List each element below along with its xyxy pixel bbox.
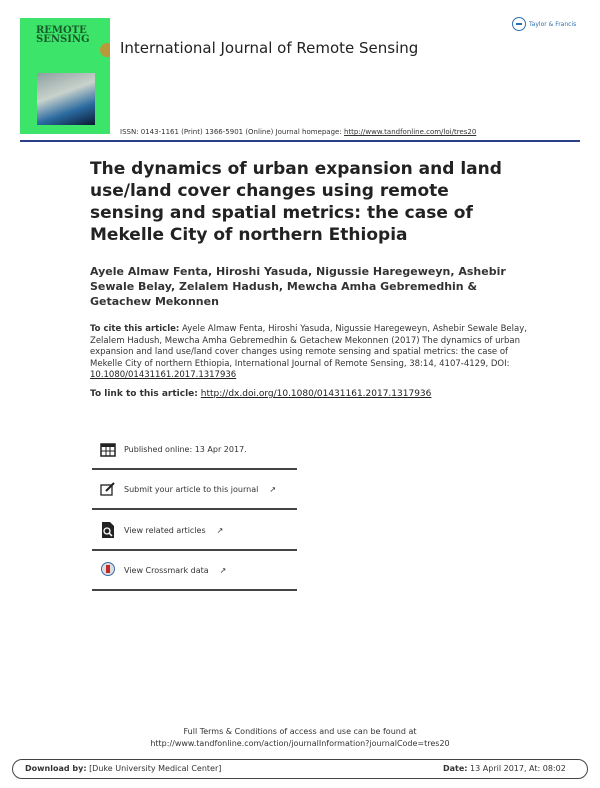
terms-url[interactable]: http://www.tandfonline.com/action/journalInformation?journalCode=tres20 xyxy=(150,739,450,748)
download-bar xyxy=(12,759,588,779)
journal-title: International Journal of Remote Sensing xyxy=(120,39,419,57)
calendar-icon xyxy=(100,441,116,457)
download-value: [Duke University Medical Center] xyxy=(89,764,222,773)
publisher-logo xyxy=(512,17,576,31)
crossmark-link[interactable] xyxy=(92,551,297,591)
cover-image xyxy=(37,73,95,125)
date-value: 13 April 2017, At: 08:02 xyxy=(470,764,566,773)
submit-article-label: Submit your article to this journal xyxy=(124,484,259,494)
external-link-icon: ↗ xyxy=(269,484,277,494)
related-articles-link[interactable] xyxy=(92,511,297,551)
external-link-icon: ↗ xyxy=(219,565,227,575)
edit-icon xyxy=(100,481,116,497)
header-divider xyxy=(20,140,580,142)
doi-link[interactable]: 10.1080/01431161.2017.1317936 xyxy=(90,370,237,380)
issn-label: ISSN: 0143-1161 (Print) 1366-5901 (Online) Journal homepage: xyxy=(120,128,342,136)
issn-line xyxy=(120,128,476,136)
date-label: Date: xyxy=(443,764,468,773)
crossmark-label: View Crossmark data xyxy=(124,565,209,575)
article-link-line xyxy=(90,389,431,399)
search-document-icon xyxy=(100,522,116,538)
terms-notice xyxy=(0,726,600,750)
journal-homepage-link[interactable]: http://www.tandfonline.com/loi/tres20 xyxy=(343,128,477,136)
external-link-icon: ↗ xyxy=(216,525,224,535)
related-articles-label: View related articles xyxy=(124,525,206,535)
published-online-label: Published online: 13 Apr 2017. xyxy=(124,444,247,454)
publisher-logo-icon xyxy=(512,17,526,31)
cite-text: Ayele Almaw Fenta, Hiroshi Yasuda, Nigussie Haregeweyn, Ashebir Sewale Belay, Zelalem Hadush, Mewcha Amha Gebremedhin & Getachew Mekonnen (2017) The dynamics of urban expansion and land use/land cover changes using remote sensing and spatial metrics: the case of Mekelle City of northern Ethiopia, International Journal of Remote Sensing, 38:14, 4107-4129, DOI: xyxy=(90,324,527,369)
cite-label: To cite this article: xyxy=(90,324,180,334)
cover-title: REMOTE SENSING xyxy=(36,25,90,45)
crossmark-icon xyxy=(100,562,116,578)
download-label: Download by: xyxy=(25,764,87,773)
article-title: The dynamics of urban expansion and land use/land cover changes using remote sensing and spatial metrics: the case of Mekelle City of northern Ethiopia xyxy=(90,159,502,245)
link-label: To link to this article: xyxy=(90,389,198,399)
journal-cover xyxy=(20,18,110,134)
terms-line: Full Terms & Conditions of access and use can be found at xyxy=(183,727,417,736)
article-link[interactable]: http://dx.doi.org/10.1080/01431161.2017.1317936 xyxy=(200,389,432,399)
citation xyxy=(90,324,530,382)
submit-article-link[interactable] xyxy=(92,470,297,510)
cover-seal xyxy=(100,43,110,57)
published-online xyxy=(92,430,297,470)
publisher-name: Taylor & Francis xyxy=(529,20,577,28)
article-authors: Ayele Almaw Fenta, Hiroshi Yasuda, Nigussie Haregeweyn, Ashebir Sewale Belay, Zelalem Hadush, Mewcha Amha Gebremedhin & Getachew Mekonnen xyxy=(90,265,506,308)
